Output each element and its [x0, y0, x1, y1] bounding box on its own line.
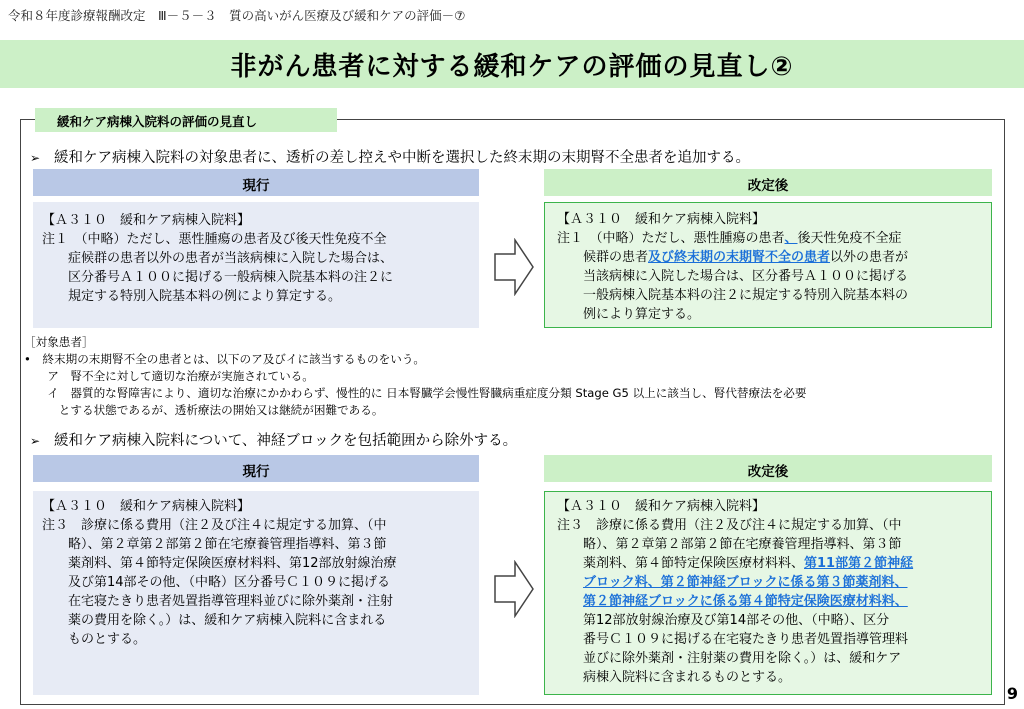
revised-2-inserted-text: 第２節神経ブロックに係る第４節特定保険医療材料料、	[583, 594, 908, 609]
note-line: ア 腎不全に対して適切な治療が実施されている。	[24, 369, 314, 383]
current-box-1	[33, 202, 479, 328]
revised-1-line	[557, 229, 991, 248]
revised-box-2	[544, 491, 992, 695]
revised-1-text: 候群の患者	[557, 250, 649, 265]
current-2-line: 在宅寝たきり患者処置指導管理料並びに除外薬剤・注射	[42, 594, 394, 609]
revised-2-line	[557, 573, 991, 592]
revised-1-text: 注１ （中略）ただし、悪性腫瘍の患者	[557, 231, 785, 246]
revised-2-line: 【Ａ３１０ 緩和ケア病棟入院料】	[557, 499, 766, 514]
revised-header-2: 改定後	[544, 455, 992, 482]
revised-1-text: 以外の患者が	[830, 250, 909, 265]
bullet-2-text: 緩和ケア病棟入院料について、神経ブロックを包括範囲から除外する。	[54, 433, 518, 449]
current-1-line: 規定する特別入院基本料の例により算定する。	[42, 289, 342, 304]
current-1-line: 区分番号Ａ１００に掲げる一般病棟入院基本料の注２に	[42, 270, 394, 285]
current-2-line: 【Ａ３１０ 緩和ケア病棟入院料】	[42, 499, 251, 514]
revised-box-1	[544, 202, 992, 328]
section-tag: 緩和ケア病棟入院料の評価の見直し	[35, 108, 337, 132]
revised-1-text: 後天性免疫不全症	[797, 231, 902, 246]
current-2-line: 注３ 診療に係る費用（注２及び注４に規定する加算、（中	[42, 518, 387, 533]
revised-2-line: 病棟入院料に含まれるものとする。	[557, 670, 792, 685]
revised-2-line	[557, 592, 991, 611]
current-1-line: 注１ （中略）ただし、悪性腫瘍の患者及び後天性免疫不全	[42, 232, 387, 247]
revised-2-inserted-text: ブロック料、第２節神経ブロックに係る第３節薬剤料、	[583, 575, 908, 590]
note-line: ［対象患者］	[24, 335, 94, 349]
revised-1-line: 例により算定する。	[557, 307, 701, 322]
arrow-bullet-icon: ➢	[30, 434, 41, 448]
bullet-2	[30, 429, 517, 450]
revised-1-line: 一般病棟入院基本料の注２に規定する特別入院基本料の	[557, 288, 909, 303]
right-arrow-icon	[493, 560, 535, 618]
revised-2-line: 注３ 診療に係る費用（注２及び注４に規定する加算、（中	[557, 518, 902, 533]
page-title: 非がん患者に対する緩和ケアの評価の見直し②	[230, 52, 794, 82]
arrow-bullet-icon: ➢	[30, 151, 41, 165]
revised-2-line: 第12部放射線治療及び第14部その他、（中略）、区分	[557, 613, 890, 628]
revised-2-text: 薬剤料、第４節特定保険医療材料料、	[557, 556, 805, 571]
current-2-line: 薬の費用を除く。）は、緩和ケア病棟入院料に含まれる	[42, 613, 387, 628]
revised-2-text	[557, 575, 583, 590]
revised-1-line	[557, 248, 991, 267]
revised-2-inserted-text: 第11部第２節神経	[804, 556, 914, 571]
page-number: 9	[1006, 684, 1018, 703]
note-line: イ 器質的な腎障害により、適切な治療にかかわらず、慢性的に 日本腎臓学会慢性腎臓病重症度分類 Stage G5 以上に該当し、腎代替療法を必要	[24, 386, 807, 400]
revised-2-line: 略）、第２章第２部第２節在宅療養管理指導料、第３節	[557, 537, 902, 552]
revised-header-1: 改定後	[544, 169, 992, 196]
bullet-1-text: 緩和ケア病棟入院料の対象患者に、透析の差し控えや中断を選択した終末期の末期腎不全患者を追加する。	[54, 150, 750, 166]
revised-1-line: 当該病棟に入院した場合は、区分番号Ａ１００に掲げる	[557, 269, 909, 284]
breadcrumb: 令和８年度診療報酬改定 Ⅲ－５－３ 質の高いがん医療及び緩和ケアの評価－⑦	[8, 8, 466, 23]
note-line: とする状態であるが、透析療法の開始又は継続が困難である。	[24, 403, 384, 417]
revised-1-line: 【Ａ３１０ 緩和ケア病棟入院料】	[557, 212, 766, 227]
current-header-1: 現行	[33, 169, 479, 196]
current-2-line: ものとする。	[42, 632, 147, 647]
current-header-2: 現行	[33, 455, 479, 482]
revised-2-line: 並びに除外薬剤・注射薬の費用を除く。）は、緩和ケア	[557, 651, 902, 666]
current-1-line: 症候群の患者以外の患者が当該病棟に入院した場合は、	[42, 251, 394, 266]
current-2-line: 及び第14部その他、（中略）区分番号Ｃ１０９に掲げる	[42, 575, 391, 590]
bullet-1	[30, 146, 750, 167]
right-arrow-icon	[493, 238, 535, 296]
note-line: • 終末期の末期腎不全の患者とは、以下のア及びイに該当するものをいう。	[24, 352, 426, 366]
current-1-line: 【Ａ３１０ 緩和ケア病棟入院料】	[42, 213, 251, 228]
revised-2-line: 番号Ｃ１０９に掲げる在宅寝たきり患者処置指導管理料	[557, 632, 909, 647]
revised-2-line	[557, 554, 991, 573]
revised-1-inserted-text: 及び終末期の末期腎不全の患者	[648, 250, 831, 265]
current-2-line: 略）、第２章第２部第２節在宅療養管理指導料、第３節	[42, 537, 387, 552]
revised-1-inserted-text: 、	[784, 231, 798, 246]
target-patient-notes	[24, 334, 807, 419]
current-2-line: 薬剤料、第４節特定保険医療材料料、第12部放射線治療	[42, 556, 397, 571]
current-box-2	[33, 491, 479, 695]
revised-2-text	[557, 594, 583, 609]
